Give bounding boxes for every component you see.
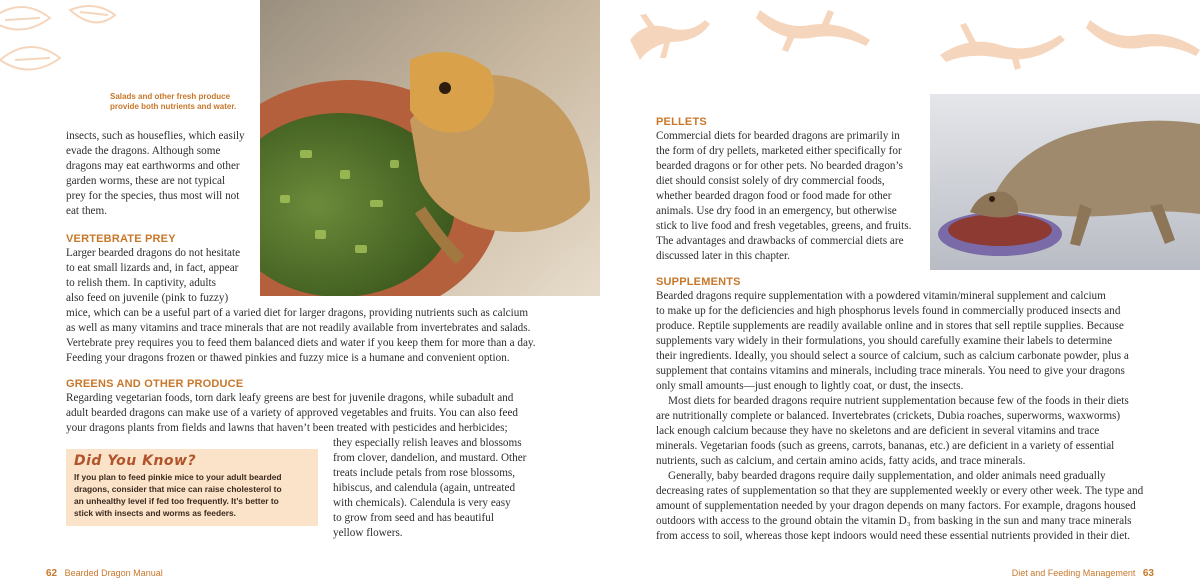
text-line: lack enough calcium because they have no skeletons and are deficient in several vitamins and trace	[656, 425, 1100, 437]
running-title: Diet and Feeding Management	[1011, 568, 1136, 578]
text-line: Generally, baby bearded dragons require daily supplementation, and older animals need gradually	[668, 470, 1106, 482]
text-line: dragons may eat earthworms and other	[66, 160, 240, 172]
text-line: Regarding vegetarian foods, torn dark leafy greens are best for juvenile dragons, while subadult and	[66, 392, 514, 404]
text-line: the form of dry pellets, marketed either specifically for	[656, 145, 902, 157]
page-number: 62	[46, 568, 58, 579]
text-line: to make up for the deficiencies and high phosphorus levels found in commercially produced insects and	[656, 305, 1121, 317]
text-line: discussed later in this chapter.	[656, 250, 790, 262]
text-line: your dragons plants from fields and lawns that haven’t been treated with pesticides and herbicides;	[66, 422, 508, 434]
text-line: to eat small lizards and, in fact, appear	[66, 262, 239, 274]
vertebrate-prey-heading: VERTEBRATE PREY	[66, 233, 176, 245]
text-line: their ingredients. Ideally, you should select a source of calcium, such as calcium carbonate powder, plus a	[656, 350, 1129, 362]
text-line: supplements vary widely in their formulations, you should carefully examine their labels to determine	[656, 335, 1113, 347]
greens-produce-heading: GREENS AND OTHER PRODUCE	[66, 378, 244, 390]
text-line: nutrients, such as calcium, and certain amino acids, fatty acids, and trace minerals.	[656, 455, 1026, 467]
vertebrate-paragraph	[66, 246, 596, 366]
text-line: to relish them. In captivity, adults	[66, 277, 216, 289]
text-line: prey for the species, thus most will not	[66, 190, 240, 202]
text-line: only small amounts—just enough to lightly coat, or dust, the insects.	[656, 380, 964, 392]
text-line: an unhealthy level if fed too frequently. It’s better to	[74, 496, 279, 506]
text-line: eat them.	[66, 205, 108, 217]
text-line: dragons, consider that mice can raise cholesterol to	[74, 484, 282, 494]
text-line: animals. Use dry food in an emergency, but otherwise	[656, 205, 897, 217]
greens-paragraph	[66, 391, 596, 436]
text-line: from access to soil, whereas those kept indoors would need these essential nutrients provided in their diet.	[656, 530, 1131, 542]
text-line: Commercial diets for bearded dragons are primarily in	[656, 130, 900, 142]
text-line: diet should consist solely of dry commercial foods,	[656, 175, 885, 187]
text-line: stick with insects and worms as feeders.	[74, 508, 236, 518]
photo-caption: Salads and other fresh produce provide both nutrients and water.	[110, 92, 237, 111]
did-you-know-title: Did You Know?	[74, 453, 197, 469]
text-line: with chemicals). Calendula is very easy	[333, 497, 511, 509]
page-number: 63	[1142, 568, 1154, 579]
text-line: If you plan to feed pinkie mice to your adult bearded	[74, 472, 282, 482]
text-line: from clover, dandelion, and mustard. Other	[333, 452, 527, 464]
text-line: Larger bearded dragons do not hesitate	[66, 247, 241, 259]
lizard-silhouette-icon	[610, 0, 1200, 80]
text-line: garden worms, these are not typical	[66, 175, 226, 187]
supplements-paragraph	[656, 289, 1186, 544]
text-line: Most diets for bearded dragons require nutrient supplementation because few of the foods in their diets	[668, 395, 1129, 407]
text-line: bearded dragons or for other pets. No bearded dragon’s	[656, 160, 903, 172]
greens-paragraph-continued	[333, 436, 593, 541]
text-line: stick to live food and fresh vegetables, greens, and fruits.	[656, 220, 912, 232]
intro-paragraph	[66, 129, 256, 219]
did-you-know-box	[66, 449, 318, 526]
text-line: treats include petals from rose blossoms,	[333, 467, 516, 479]
text-line: whether bearded dragon food or food made for other	[656, 190, 892, 202]
text-line: evade the dragons. Although some	[66, 145, 221, 157]
right-folio	[1012, 568, 1154, 579]
text-line: hibiscus, and calendula (again, untreated	[333, 482, 516, 494]
pellets-heading: PELLETS	[656, 116, 707, 128]
right-page	[600, 0, 1200, 582]
text-line: The advantages and drawbacks of commercial diets are	[656, 235, 904, 247]
text-line: Bearded dragons require supplementation with a powdered vitamin/mineral supplement and calcium	[656, 290, 1106, 302]
text-line: also feed on juvenile (pink to fuzzy)	[66, 292, 229, 304]
leaf-pattern-icon	[0, 0, 130, 80]
text-line: supplement that contains vitamins and minerals, including trace minerals. You need to give your dragons	[656, 365, 1125, 377]
text-line: minerals. Vegetarian foods (such as greens, carrots, bananas, etc.) are deficient in a variety of essential	[656, 440, 1115, 452]
text-line: adult bearded dragons can make use of a variety of approved vegetables and fruits. You can also feed	[66, 407, 518, 419]
left-folio	[46, 568, 163, 579]
text-line: insects, such as houseflies, which easily	[66, 130, 245, 142]
text-line: are nutritionally complete or balanced. Invertebrates (crickets, Dubia roaches, superworms, waxworms)	[656, 410, 1121, 422]
text-line: to grow from seed and has beautiful	[333, 512, 494, 524]
pellets-paragraph	[656, 129, 928, 264]
text-line: amount of supplementation needed by your dragon depends on many factors. For example, dragons housed	[656, 500, 1136, 512]
dragon-pellets-photo	[930, 94, 1200, 270]
text-line: produce. Reptile supplements are readily available online and in stores that sell reptile supplies. Because	[656, 320, 1124, 332]
text-line: as well as many vitamins and trace minerals that are not readily available from invertebrates and salads.	[66, 322, 531, 334]
text-line: yellow flowers.	[333, 527, 403, 539]
text-line: they especially relish leaves and blossoms	[333, 437, 522, 449]
running-title: Bearded Dragon Manual	[64, 568, 163, 578]
text-line: outdoors with access to the ground obtain the vitamin D₃ from basking in the sun and many trace minerals	[656, 515, 1132, 527]
text-line: decreasing rates of supplementation so that they are supplemented weekly or every other week. The type and	[656, 485, 1144, 497]
text-line: Vertebrate prey requires you to feed them balanced diets and water if you keep them for more than a day.	[66, 337, 536, 349]
supplements-heading: SUPPLEMENTS	[656, 276, 741, 288]
did-you-know-text	[74, 471, 310, 519]
text-line: Feeding your dragons frozen or thawed pinkies and fuzzy mice is a humane and convenient option.	[66, 352, 510, 364]
text-line: mice, which can be a useful part of a varied diet for larger dragons, providing nutrients such as calcium	[66, 307, 529, 319]
